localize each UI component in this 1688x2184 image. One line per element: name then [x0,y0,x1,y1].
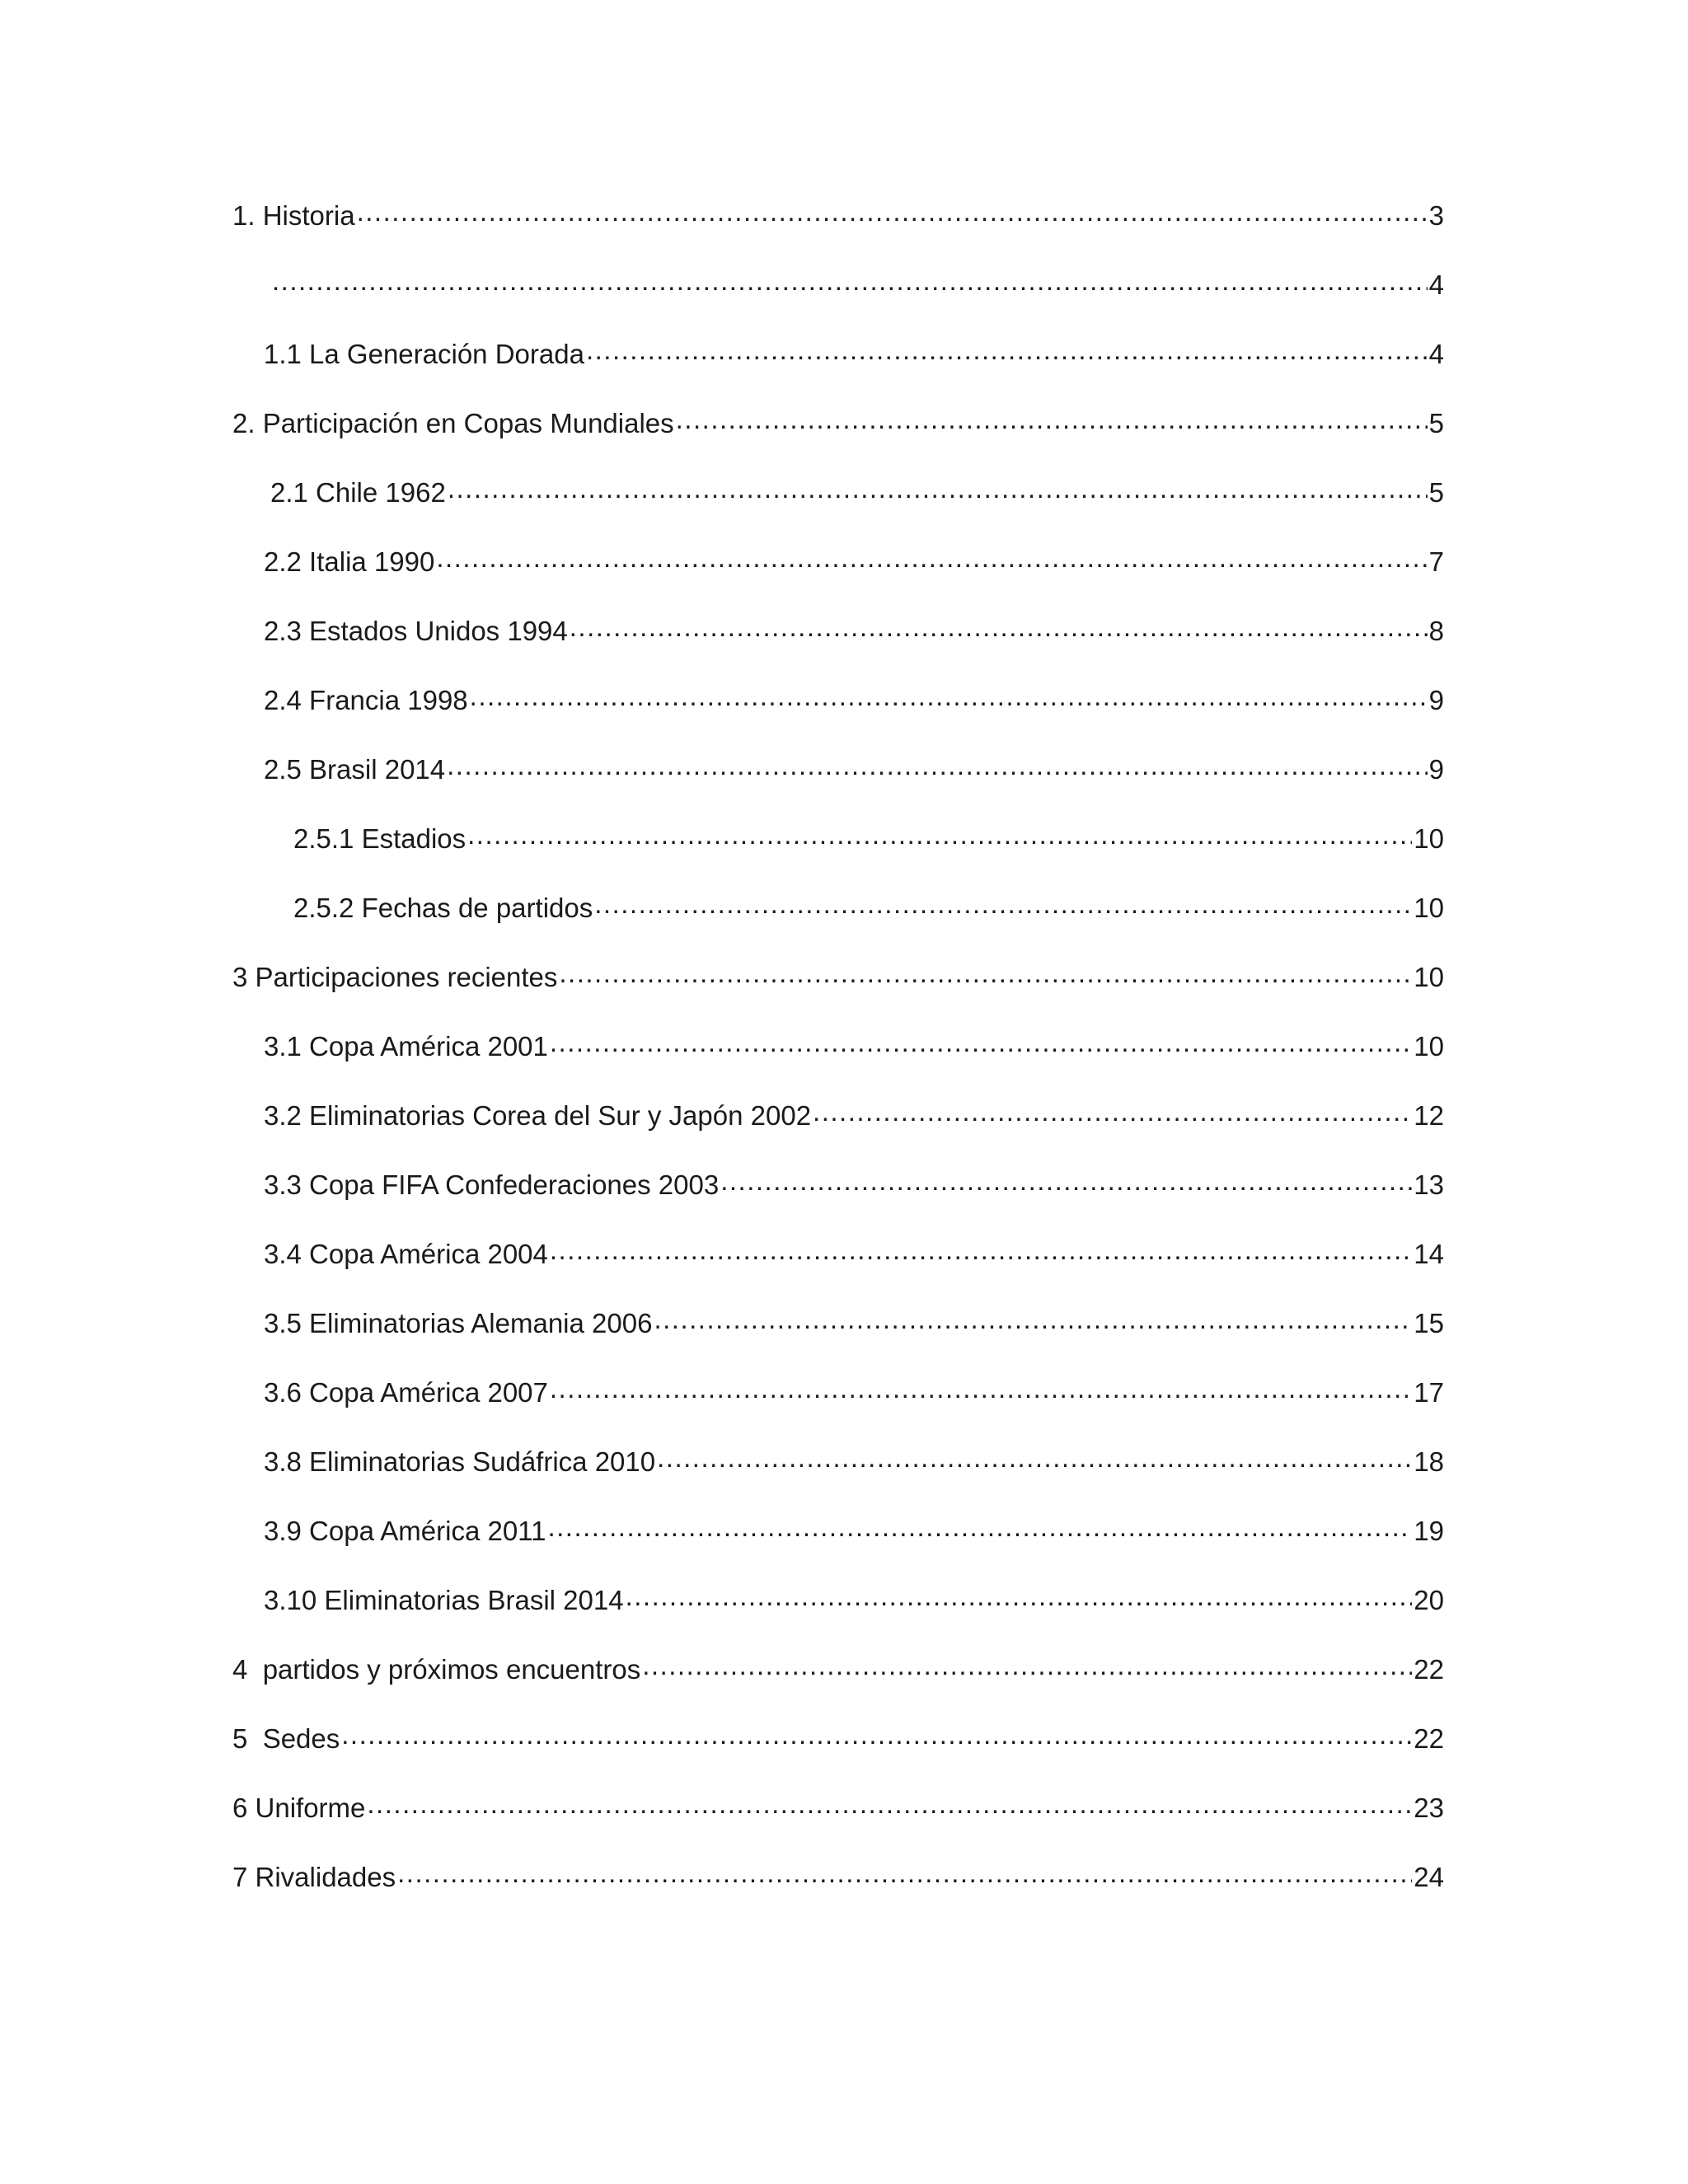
toc-entry-chile-1962[interactable] [232,475,1444,544]
toc-entry-page: 10 [1414,823,1444,854]
toc-entry-page: 20 [1414,1585,1444,1615]
toc-entry-page: 9 [1428,685,1444,715]
toc-dot-leader [547,1513,1412,1540]
toc-entry-page: 5 [1428,408,1444,438]
toc-entry-page: 14 [1414,1239,1444,1269]
toc-entry-page: 12 [1414,1100,1444,1131]
toc-entry-title: 3.4 Copa América 2004 [264,1239,548,1269]
toc-entry-francia-1998[interactable] [232,682,1444,752]
toc-entry-brasil-2014[interactable] [232,752,1444,821]
toc-dot-leader [447,752,1428,779]
toc-dot-leader [594,890,1412,917]
toc-entry-confederaciones-2003[interactable] [232,1167,1444,1236]
toc-entry-untitled[interactable] [232,267,1444,336]
toc-entry-title: 2.1 Chile 1962 [270,477,446,508]
toc-entry-page: 22 [1414,1654,1444,1685]
toc-entry-copa-america-2001[interactable] [232,1029,1444,1098]
toc-dot-leader [550,1375,1412,1402]
toc-entry-title: 3.1 Copa América 2001 [264,1031,548,1062]
toc-entry-estados-unidos-1994[interactable] [232,613,1444,682]
toc-entry-title: 2.2 Italia 1990 [264,546,435,577]
toc-entry-page: 17 [1414,1377,1444,1408]
toc-entry-page: 4 [1428,339,1444,369]
toc-entry-eliminatorias-2006[interactable] [232,1305,1444,1375]
toc-dot-leader [813,1098,1412,1125]
toc-entry-copas-mundiales[interactable] [232,405,1444,475]
toc-entry-page: 4 [1428,269,1444,300]
toc-entry-page: 13 [1414,1169,1444,1200]
toc-dot-leader [642,1652,1412,1679]
toc-dot-leader [654,1305,1412,1333]
toc-entry-page: 22 [1414,1723,1444,1754]
toc-dot-leader [676,405,1428,433]
toc-entry-title: 2. Participación en Copas Mundiales [232,408,674,438]
toc-entry-title: 3.2 Eliminatorias Corea del Sur y Japón 2002 [264,1100,812,1131]
toc-entry-copa-america-2011[interactable] [232,1513,1444,1582]
toc-entry-title: 3.8 Eliminatorias Sudáfrica 2010 [264,1446,656,1477]
toc-dot-leader [720,1167,1412,1194]
toc-entry-title: 2.4 Francia 1998 [264,685,468,715]
table-of-contents [232,198,1444,1929]
toc-entry-title: 3.3 Copa FIFA Confederaciones 2003 [264,1169,720,1200]
toc-dot-leader [397,1859,1412,1886]
toc-entry-page: 10 [1414,893,1444,923]
toc-entry-title: 2.5.2 Fechas de partidos [293,893,593,923]
toc-entry-page: 15 [1414,1308,1444,1338]
toc-dot-leader [550,1029,1412,1056]
toc-entry-page: 8 [1428,616,1444,646]
toc-entry-partidos-proximos[interactable] [232,1652,1444,1721]
toc-entry-title: 5 Sedes [232,1723,340,1754]
toc-dot-leader [436,544,1427,571]
toc-entry-fechas-de-partidos[interactable] [232,890,1444,959]
toc-entry-uniforme[interactable] [232,1790,1444,1859]
toc-entry-page: 19 [1414,1516,1444,1546]
toc-entry-title: 6 Uniforme [232,1793,366,1823]
toc-entry-page: 23 [1414,1793,1444,1823]
toc-dot-leader [467,821,1412,848]
toc-entry-title: 1.1 La Generación Dorada [264,339,584,369]
toc-entry-page: 10 [1414,962,1444,992]
toc-entry-page: 7 [1428,546,1444,577]
toc-dot-leader [626,1582,1413,1610]
toc-dot-leader [470,682,1428,710]
toc-entry-page: 10 [1414,1031,1444,1062]
toc-dot-leader [272,267,1428,294]
toc-entry-title: 3.10 Eliminatorias Brasil 2014 [264,1585,624,1615]
toc-entry-italia-1990[interactable] [232,544,1444,613]
toc-entry-rivalidades[interactable] [232,1859,1444,1929]
toc-entry-title: 3.6 Copa América 2007 [264,1377,548,1408]
toc-entry-title: 7 Rivalidades [232,1862,396,1892]
toc-entry-title: 2.3 Estados Unidos 1994 [264,616,568,646]
toc-entry-sedes[interactable] [232,1721,1444,1790]
toc-dot-leader [341,1721,1412,1748]
toc-entry-copa-america-2004[interactable] [232,1236,1444,1305]
toc-dot-leader [357,198,1428,225]
toc-entry-page: 18 [1414,1446,1444,1477]
toc-dot-leader [367,1790,1412,1817]
toc-dot-leader [570,613,1428,640]
toc-entry-title: 2.5.1 Estadios [293,823,467,854]
toc-entry-eliminatorias-2014[interactable] [232,1582,1444,1652]
toc-dot-leader [559,959,1412,987]
toc-entry-participaciones-recientes[interactable] [232,959,1444,1029]
toc-entry-eliminatorias-2010[interactable] [232,1444,1444,1513]
toc-entry-page: 5 [1428,477,1444,508]
toc-entry-page: 9 [1428,754,1444,785]
toc-dot-leader [448,475,1428,502]
toc-entry-copa-america-2007[interactable] [232,1375,1444,1444]
toc-entry-page: 24 [1414,1862,1444,1892]
toc-entry-historia[interactable] [232,198,1444,267]
toc-dot-leader [657,1444,1412,1471]
toc-dot-leader [550,1236,1412,1263]
toc-dot-leader [586,336,1428,363]
toc-entry-title: 2.5 Brasil 2014 [264,754,446,785]
toc-entry-generacion-dorada[interactable] [232,336,1444,405]
toc-entry-title: 3 Participaciones recientes [232,962,558,992]
toc-entry-page: 3 [1428,200,1444,231]
toc-entry-title: 1. Historia [232,200,355,231]
toc-entry-title: 3.5 Eliminatorias Alemania 2006 [264,1308,653,1338]
toc-entry-title: 4 partidos y próximos encuentros [232,1654,641,1685]
toc-entry-eliminatorias-2002[interactable] [232,1098,1444,1167]
toc-entry-title: 3.9 Copa América 2011 [264,1516,546,1546]
toc-entry-estadios[interactable] [232,821,1444,890]
